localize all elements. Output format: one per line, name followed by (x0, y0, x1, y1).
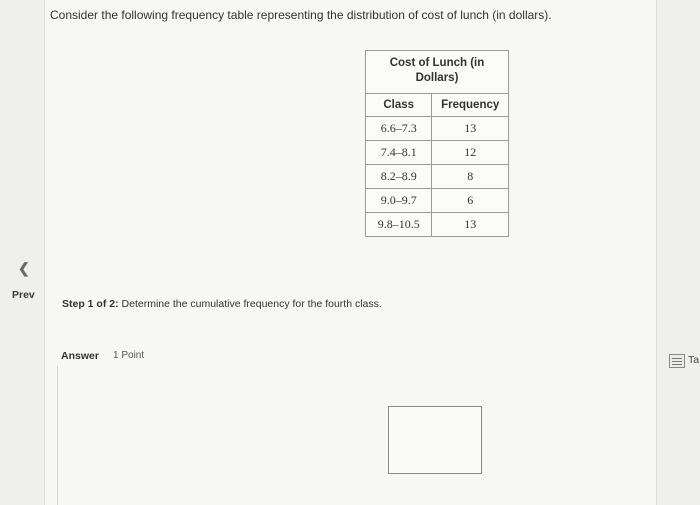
left-rail (0, 0, 45, 505)
answer-points: 1 Point (113, 350, 145, 361)
column-header-class: Class (366, 94, 432, 117)
frequency-table (365, 50, 509, 237)
table-icon[interactable] (669, 354, 685, 368)
class-cell: 6.6–7.3 (366, 117, 432, 141)
tables-button-label[interactable]: Ta (688, 354, 700, 366)
table-row (366, 189, 509, 213)
column-header-frequency: Frequency (432, 94, 509, 117)
answer-divider (57, 366, 58, 505)
step-prefix: Step 1 of 2: (62, 298, 119, 310)
table-row (366, 165, 509, 189)
prev-button[interactable]: Prev (12, 289, 35, 301)
table-row (366, 141, 509, 165)
class-cell: 9.0–9.7 (366, 189, 432, 213)
frequency-cell: 13 (432, 213, 509, 237)
class-cell: 9.8–10.5 (366, 213, 432, 237)
chevron-left-icon[interactable]: ❮ (18, 260, 30, 276)
frequency-cell: 13 (432, 117, 509, 141)
question-panel (45, 0, 655, 505)
class-cell: 7.4–8.1 (366, 141, 432, 165)
class-cell: 8.2–8.9 (366, 165, 432, 189)
frequency-cell: 12 (432, 141, 509, 165)
table-row (366, 213, 509, 237)
table-row (366, 117, 509, 141)
question-text: Consider the following frequency table representing the distribution of cost of lunch (in dollars). (50, 8, 552, 22)
answer-input[interactable] (388, 406, 482, 474)
table-caption: Cost of Lunch (in Dollars) (366, 51, 509, 94)
step-instruction (62, 298, 382, 310)
step-text: Determine the cumulative frequency for the fourth class. (121, 298, 382, 310)
frequency-cell: 8 (432, 165, 509, 189)
frequency-cell: 6 (432, 189, 509, 213)
answer-label: Answer (61, 350, 99, 362)
right-rail (656, 0, 700, 505)
